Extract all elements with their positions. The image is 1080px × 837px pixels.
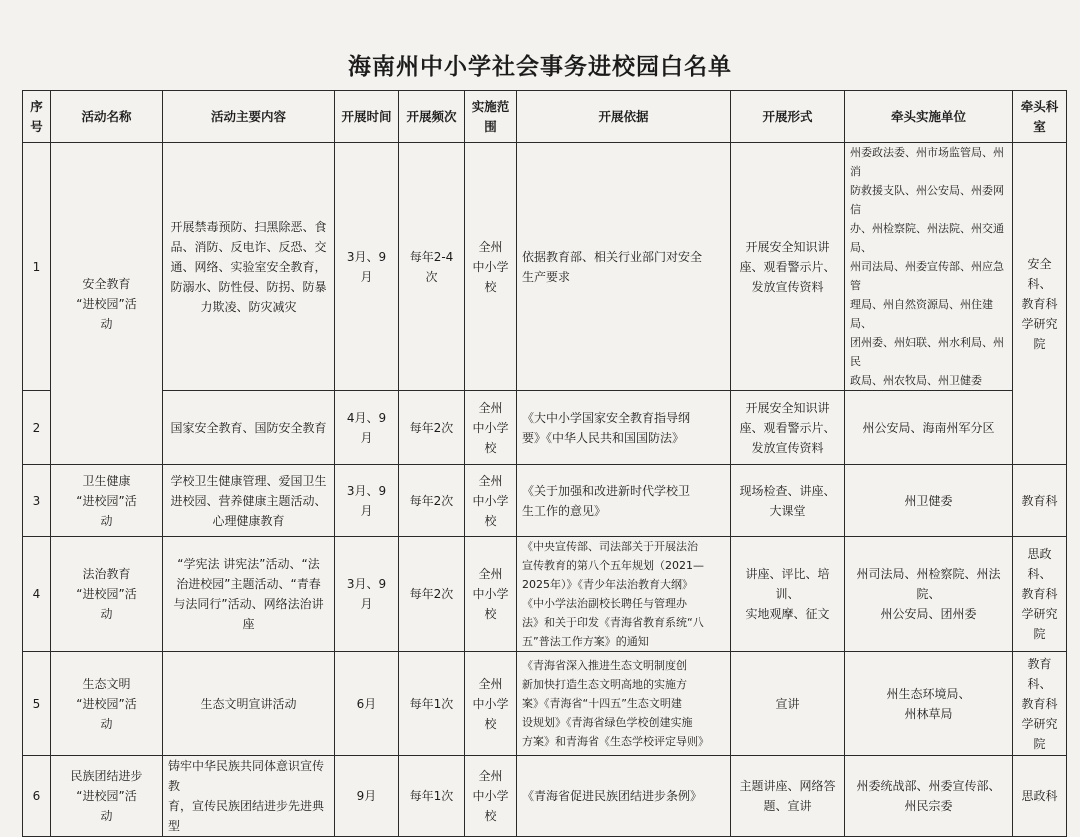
cell-activity-name: 民族团结进步 “进校园”活 动 [51, 756, 163, 837]
header-basis: 开展依据 [517, 91, 731, 143]
cell-activity-name: 卫生健康 “进校园”活 动 [51, 465, 163, 537]
cell-unit: 州委统战部、州委宣传部、 州民宗委 [845, 756, 1013, 837]
header-activity-name: 活动名称 [51, 91, 163, 143]
cell-frequency: 每年2-4 次 [399, 143, 465, 391]
cell-activity-name: 安全教育 “进校园”活 动 [51, 143, 163, 465]
cell-activity-name: 生态文明 “进校园”活 动 [51, 652, 163, 756]
cell-basis: 《大中小学国家安全教育指导纲 要》《中华人民共和国国防法》 [517, 391, 731, 465]
cell-basis: 依据教育部、相关行业部门对安全 生产要求 [517, 143, 731, 391]
header-unit: 牵头实施单位 [845, 91, 1013, 143]
header-scope: 实施范 围 [465, 91, 517, 143]
header-dept: 牵头科室 [1013, 91, 1067, 143]
cell-dept: 教育科 [1013, 465, 1067, 537]
cell-basis: 《青海省促进民族团结进步条例》 [517, 756, 731, 837]
header-form: 开展形式 [731, 91, 845, 143]
cell-dept: 安全科、 教育科 学研究 院 [1013, 143, 1067, 465]
cell-time: 6月 [335, 652, 399, 756]
cell-content: 开展禁毒预防、扫黑除恶、食 品、消防、反电诈、反恐、交 通、网络、实验室安全教育， 防溺水、防性侵、防拐、防暴 力欺凌、防灾减灾 [163, 143, 335, 391]
cell-frequency: 每年1次 [399, 652, 465, 756]
cell-dept: 思政科、 教育科 学研究 院 [1013, 537, 1067, 652]
cell-content: “学宪法 讲宪法”活动、“法 治进校园”主题活动、“青春 与法同行”活动、网络法治讲 座 [163, 537, 335, 652]
cell-scope: 全州 中小学 校 [465, 465, 517, 537]
cell-scope: 全州 中小学 校 [465, 537, 517, 652]
cell-unit: 州公安局、海南州军分区 [845, 391, 1013, 465]
cell-form: 现场检查、讲座、 大课堂 [731, 465, 845, 537]
cell-content: 国家安全教育、国防安全教育 [163, 391, 335, 465]
cell-dept: 思政科 [1013, 756, 1067, 837]
header-frequency: 开展频次 [399, 91, 465, 143]
cell-time: 9月 [335, 756, 399, 837]
table-row [23, 652, 1067, 756]
cell-frequency: 每年1次 [399, 756, 465, 837]
cell-no: 2 [23, 391, 51, 465]
table-row [23, 465, 1067, 537]
cell-form: 宣讲 [731, 652, 845, 756]
cell-frequency: 每年2次 [399, 465, 465, 537]
cell-form: 开展安全知识讲 座、观看警示片、 发放宣传资料 [731, 391, 845, 465]
cell-frequency: 每年2次 [399, 391, 465, 465]
cell-unit: 州司法局、州检察院、州法院、 州公安局、团州委 [845, 537, 1013, 652]
cell-basis: 《青海省深入推进生态文明制度创 新加快打造生态文明高地的实施方 案》《青海省“十四五”生态文明建 设规划》《青海省绿色学校创建实施 方案》和青海省《生态学校评定导则》 [517, 652, 731, 756]
cell-scope: 全州 中小学 校 [465, 143, 517, 391]
cell-no: 5 [23, 652, 51, 756]
header-time: 开展时间 [335, 91, 399, 143]
cell-basis: 《关于加强和改进新时代学校卫 生工作的意见》 [517, 465, 731, 537]
cell-content: 生态文明宣讲活动 [163, 652, 335, 756]
cell-scope: 全州 中小学 校 [465, 652, 517, 756]
cell-basis: 《中央宣传部、司法部关于开展法治 宣传教育的第八个五年规划（2021— 2025年）》《青少年法治教育大纲》 《中小学法治副校长聘任与管理办 法》和关于印发《青海省教育系统“八 五”普法工作方案》的通知 [517, 537, 731, 652]
cell-content: 铸牢中华民族共同体意识宣传教 育，宣传民族团结进步先进典型 [163, 756, 335, 837]
cell-dept: 教育科、 教育科 学研究 院 [1013, 652, 1067, 756]
table-header-row [23, 91, 1067, 143]
cell-no: 6 [23, 756, 51, 837]
cell-time: 3月、9 月 [335, 465, 399, 537]
cell-no: 3 [23, 465, 51, 537]
cell-unit: 州委政法委、州市场监管局、州消 防救援支队、州公安局、州委网信 办、州检察院、州法院、州交通局、 州司法局、州委宣传部、州应急管 理局、州自然资源局、州住建局、 团州委、州妇联、州水利局、州民 政局、州农牧局、州卫健委 [845, 143, 1013, 391]
page-title: 海南州中小学社会事务进校园白名单 [348, 54, 732, 80]
cell-form: 开展安全知识讲 座、观看警示片、 发放宣传资料 [731, 143, 845, 391]
cell-no: 4 [23, 537, 51, 652]
header-no: 序 号 [23, 91, 51, 143]
cell-content: 学校卫生健康管理、爱国卫生 进校园、营养健康主题活动、 心理健康教育 [163, 465, 335, 537]
cell-activity-name: 法治教育 “进校园”活 动 [51, 537, 163, 652]
cell-time: 3月、9 月 [335, 537, 399, 652]
cell-no: 1 [23, 143, 51, 391]
cell-time: 4月、9 月 [335, 391, 399, 465]
cell-scope: 全州 中小学 校 [465, 756, 517, 837]
cell-time: 3月、9 月 [335, 143, 399, 391]
table-row [23, 756, 1067, 837]
cell-frequency: 每年2次 [399, 537, 465, 652]
cell-unit: 州卫健委 [845, 465, 1013, 537]
header-content: 活动主要内容 [163, 91, 335, 143]
cell-unit: 州生态环境局、 州林草局 [845, 652, 1013, 756]
cell-form: 主题讲座、网络答 题、宣讲 [731, 756, 845, 837]
table-row [23, 143, 1067, 391]
table-row [23, 391, 1067, 465]
whitelist-table [22, 90, 1067, 837]
cell-form: 讲座、评比、培训、 实地观摩、征文 [731, 537, 845, 652]
table-row [23, 537, 1067, 652]
cell-scope: 全州 中小学 校 [465, 391, 517, 465]
